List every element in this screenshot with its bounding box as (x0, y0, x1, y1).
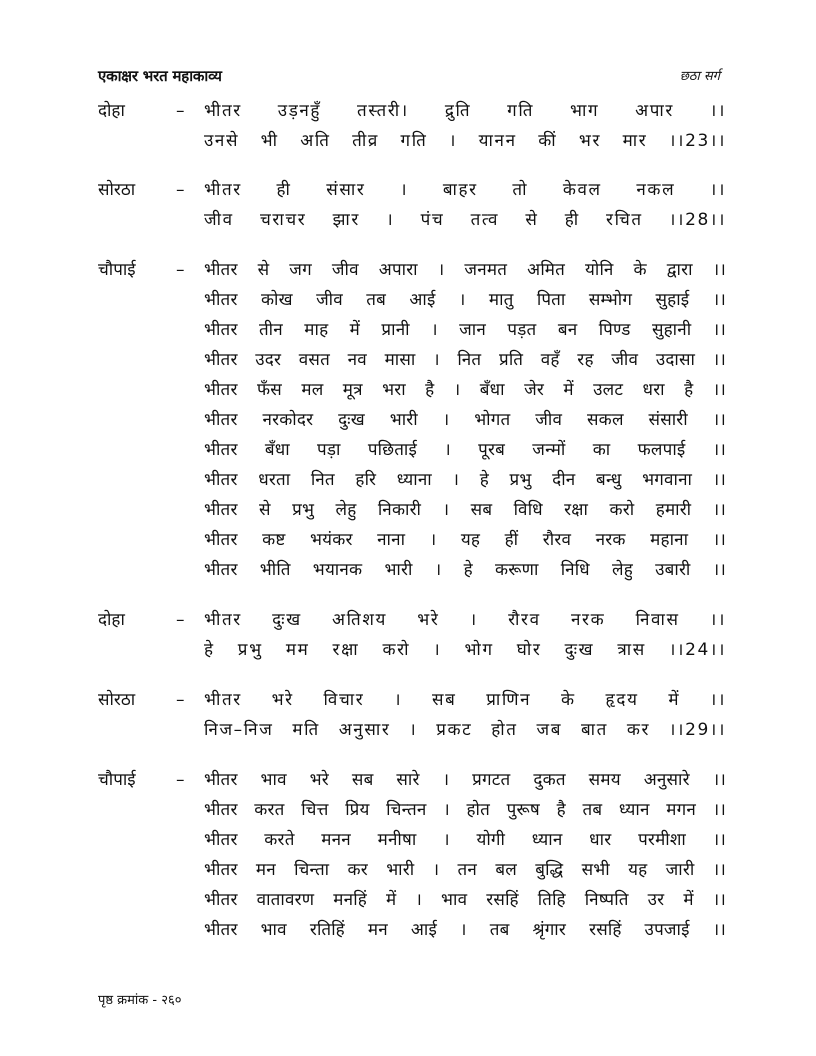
verse-line: हे प्रभु मम रक्षा करो । भोग घोर दुःख त्रास ।।24।। (204, 640, 726, 660)
verse-line: भीतर ही संसार । बाहर तो केवल नकल ।। (204, 180, 726, 200)
verse-section-soratha (98, 685, 726, 745)
verse-line: जीव चराचर झार । पंच तत्व से ही रचित ।।28।। (204, 210, 726, 230)
verse-line: भीतर भरे विचार । सब प्राणिन के हृदय में ।। (204, 690, 726, 710)
verse-dash: – (176, 610, 185, 630)
verse-content (98, 96, 726, 945)
verse-dash: – (176, 180, 185, 200)
verse-line: भीतर दुःख अतिशय भरे । रौरव नरक निवास ।। (204, 610, 726, 630)
verse-line: भीतर भाव रतिहिं मन आई । तब श्रृंगार रसहिं उपजाई ।। (204, 920, 726, 940)
verse-line: भीतर मन चिन्ता कर भारी । तन बल बुद्धि सभी यह जारी ।। (204, 860, 726, 880)
verse-line: भीतर से जग जीव अपारा । जनमत अमित योनि के द्वारा ।। (204, 260, 726, 280)
verse-dash: – (176, 770, 185, 790)
verse-label: दोहा (98, 101, 125, 121)
verse-line: भीतर उदर वसत नव मासा । नित प्रति वहँ रह जीव उदासा ।। (204, 350, 726, 370)
verse-line: भीतर नरकोदर दुःख भारी । भोगत जीव सकल संसारी ।। (204, 410, 726, 430)
verse-label: दोहा (98, 610, 125, 630)
verse-line: भीतर तीन माह में प्रानी । जान पड़त बन पिण्ड सुहानी ।। (204, 320, 726, 340)
verse-label: चौपाई (98, 260, 136, 280)
verse-dash: – (176, 101, 185, 121)
verse-line: भीतर फँस मल मूत्र भरा है । बँधा जेर में उलट धरा है ।। (204, 380, 726, 400)
book-title: एकाक्षर भरत महाकाव्य (98, 67, 222, 85)
verse-line: भीतर भाव भरे सब सारे । प्रगटत दुकत समय अनुसारे ।। (204, 770, 726, 790)
verse-line: भीतर कष्ट भयंकर नाना । यह हीं रौरव नरक महाना ।। (204, 530, 726, 550)
page-header (98, 66, 720, 88)
verse-line: भीतर उड़नहुँ तस्तरी। द्रुति गति भाग अपार ।। (204, 101, 726, 121)
verse-line: भीतर से प्रभु लेहु निकारी । सब विधि रक्षा करो हमारी ।। (204, 500, 726, 520)
verse-line: उनसे भी अति तीव्र गति । यानन कीं भर मार ।।23।। (204, 131, 726, 151)
chapter-title: छठा सर्ग (679, 69, 720, 84)
verse-line: भीतर बँधा पड़ा पछिताई । पूरब जन्मों का फलपाई ।। (204, 440, 726, 460)
verse-label: सोरठा (98, 180, 136, 200)
verse-line: भीतर धरता नित हरि ध्याना । हे प्रभु दीन बन्धु भगवाना ।। (204, 470, 726, 490)
verse-dash: – (176, 260, 185, 280)
verse-line: भीतर करत चित्त प्रिय चिन्तन । होत पुरूष है तब ध्यान मगन ।। (204, 800, 726, 820)
verse-line: भीतर भीति भयानक भारी । हे करूणा निधि लेहु उबारी ।। (204, 560, 726, 580)
verse-line: भीतर वातावरण मनहिं में । भाव रसहिं तिहि निष्पति उर में ।। (204, 890, 726, 910)
verse-section-chaupai (98, 255, 726, 585)
verse-label: चौपाई (98, 770, 136, 790)
verse-label: सोरठा (98, 690, 136, 710)
verse-section-doha (98, 96, 726, 156)
verse-line: भीतर कोख जीव तब आई । मातु पिता सम्भोग सुहाई ।। (204, 290, 726, 310)
verse-section-soratha (98, 175, 726, 235)
verse-line: निज–निज मति अनुसार । प्रकट होत जब बात कर ।।29।। (204, 720, 726, 740)
page-number: पृष्ठ क्रमांक - २६० (98, 993, 182, 1008)
verse-section-doha (98, 605, 726, 665)
verse-line: भीतर करते मनन मनीषा । योगी ध्यान धार परमीशा ।। (204, 830, 726, 850)
verse-section-chaupai (98, 765, 726, 945)
verse-dash: – (176, 690, 185, 710)
